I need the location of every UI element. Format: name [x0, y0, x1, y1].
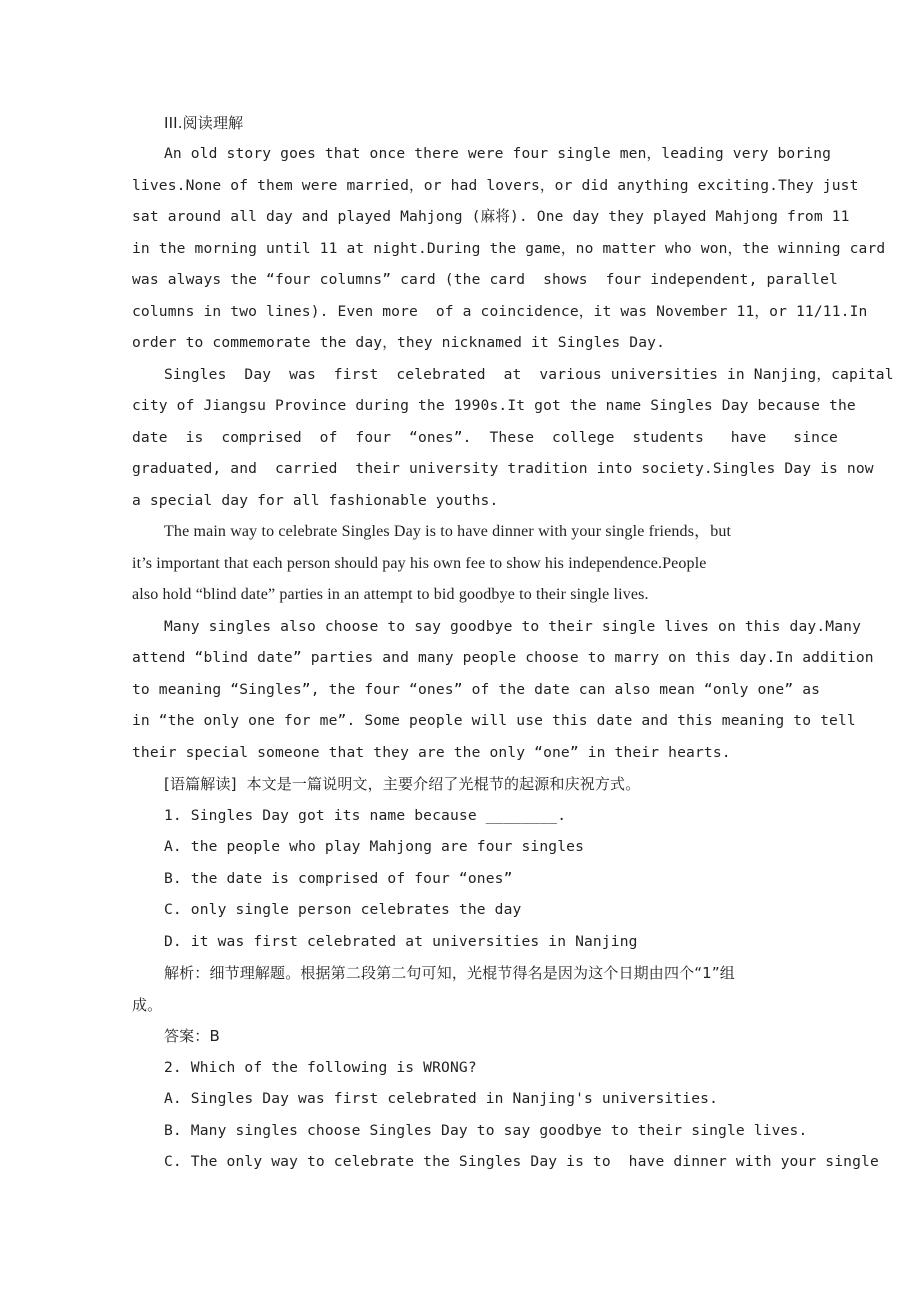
passage-p4-line: Many singles also choose to say goodbye to their single lives on this day.Many	[164, 618, 862, 635]
question-1-answer: 答案：B	[164, 1027, 220, 1045]
question-2-option: B. Many singles choose Singles Day to say goodbye to their single lives.	[164, 1122, 808, 1139]
analysis-intro: [语篇解读] 本文是一篇说明文，主要介绍了光棍节的起源和庆祝方式。	[164, 775, 641, 793]
question-2-option: A. Singles Day was first celebrated in Nanjing's universities.	[164, 1090, 719, 1107]
passage-p2-line: city of Jiangsu Province during the 1990s.It got the name Singles Day because the	[132, 397, 856, 414]
passage-p1-line: lives.None of them were married，or had lovers，or did anything exciting.They just	[132, 177, 859, 194]
section-heading: III.阅读理解	[164, 114, 244, 132]
passage-p1-line: order to commemorate the day，they nicknamed it Singles Day.	[132, 334, 666, 351]
question-2-stem: 2. Which of the following is WRONG?	[164, 1059, 477, 1076]
passage-p1-line: was always the “four columns” card (the card shows four independent, parallel	[132, 271, 838, 288]
question-1-explanation: 成。	[132, 996, 163, 1014]
question-2-option: C. The only way to celebrate the Singles Day is to have dinner with your single	[164, 1153, 879, 1170]
question-1-stem: 1. Singles Day got its name because ________.	[164, 807, 567, 824]
question-1-option: A. the people who play Mahjong are four singles	[164, 838, 585, 855]
question-1-option: C. only single person celebrates the day	[164, 901, 522, 918]
question-1-option: D. it was first celebrated at universities in Nanjing	[164, 933, 638, 950]
question-1-option: B. the date is comprised of four “ones”	[164, 870, 513, 887]
passage-p1-line: in the morning until 11 at night.During the game，no matter who won，the winning card	[132, 240, 886, 257]
passage-p2-line: date is comprised of four “ones”. These college students have since	[132, 429, 838, 446]
passage-p2-line: a special day for all fashionable youths.	[132, 492, 499, 509]
passage-p3-line: it’s important that each person should pay his own fee to show his independence.People	[132, 555, 707, 572]
passage-p3-line: also hold “blind date” parties in an attempt to bid goodbye to their single lives.	[132, 586, 649, 603]
passage-p3-line: The main way to celebrate Singles Day is to have dinner with your single friends，but	[164, 523, 732, 540]
passage-p2-line: graduated, and carried their university tradition into society.Singles Day is now	[132, 460, 874, 477]
passage-p1-line: columns in two lines). Even more of a coincidence，it was November 11，or 11/11.In	[132, 303, 868, 320]
passage-p4-line: attend “blind date” parties and many people choose to marry on this day.In addition	[132, 649, 874, 666]
passage-p4-line: in “the only one for me”. Some people will use this date and this meaning to tell	[132, 712, 856, 729]
question-1-explanation: 解析：细节理解题。根据第二段第二句可知，光棍节得名是因为这个日期由四个“1”组	[164, 964, 735, 982]
passage-p2-line: Singles Day was first celebrated at various universities in Nanjing，capital	[164, 366, 894, 383]
passage-p4-line: to meaning “Singles”, the four “ones” of the date can also mean “only one” as	[132, 681, 821, 698]
passage-p4-line: their special someone that they are the only “one” in their hearts.	[132, 744, 731, 761]
passage-p1-line: sat around all day and played Mahjong (麻将). One day they played Mahjong from 11	[132, 208, 850, 225]
passage-p1-line: An old story goes that once there were four single men，leading very boring	[164, 145, 832, 162]
